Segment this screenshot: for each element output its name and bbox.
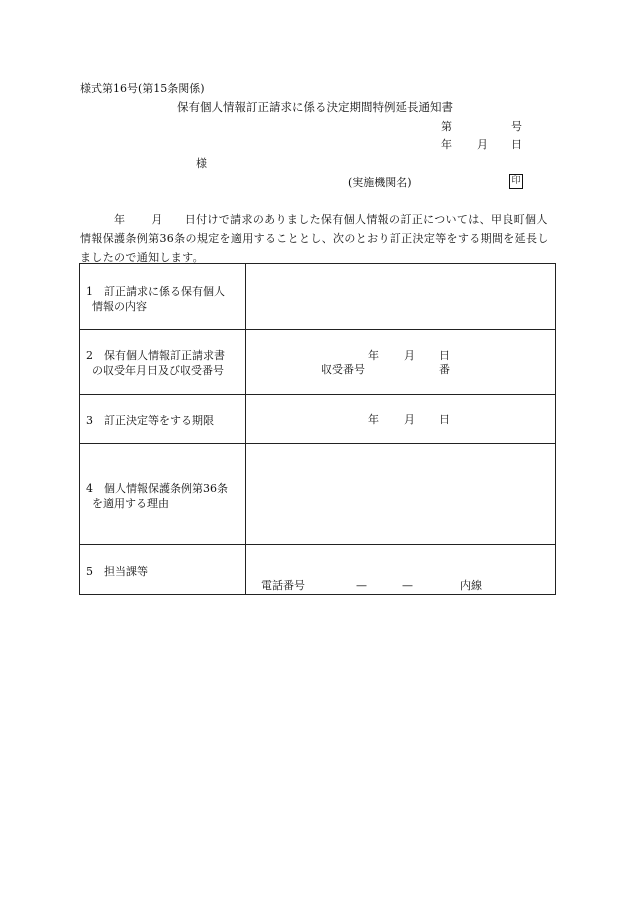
row3-day-label: 日 — [439, 413, 450, 426]
row4-label-line1: 4 個人情報保護条例第36条 — [86, 482, 228, 495]
row2-month-label: 月 — [404, 349, 415, 362]
row1-label-cell — [80, 264, 246, 330]
date-year-label: 年 — [441, 138, 452, 151]
row5-value-cell[interactable] — [246, 545, 556, 595]
row1-value-cell[interactable] — [246, 264, 556, 330]
row3-label-cell — [80, 395, 246, 444]
table-row — [80, 545, 556, 595]
number-suffix: 号 — [511, 120, 522, 133]
row2-label-cell — [80, 330, 246, 395]
phone-dash-2: — — [402, 579, 413, 592]
date-day-label: 日 — [511, 138, 522, 151]
row2-receipt-label: 収受番号 — [321, 363, 365, 376]
row2-label-line1: 2 保有個人情報訂正請求書 — [86, 349, 225, 362]
body-month-label: 月 — [151, 213, 163, 226]
row4-label-cell — [80, 444, 246, 545]
row3-value-cell[interactable] — [246, 395, 556, 444]
document-title: 保有個人情報訂正請求に係る決定期間特例延長通知書 — [177, 100, 453, 114]
row1-label-line1: 1 訂正請求に係る保有個人 — [86, 285, 225, 298]
table-row — [80, 264, 556, 330]
org-name-label: (実施機関名) — [348, 176, 412, 189]
row2-receipt-ban: 番 — [439, 363, 450, 376]
row2-day-label: 日 — [439, 349, 450, 362]
table-row — [80, 330, 556, 395]
phone-label: 電話番号 — [261, 579, 305, 592]
row3-month-label: 月 — [404, 413, 415, 426]
row3-label-line1: 3 訂正決定等をする期限 — [86, 414, 214, 427]
notice-body — [80, 210, 556, 267]
date-month-label: 月 — [477, 138, 488, 151]
row4-label-line2: を適用する理由 — [92, 497, 169, 510]
seal-mark: 印 — [509, 174, 523, 189]
extension-label: 内線 — [460, 579, 482, 592]
phone-dash-1: — — [356, 579, 367, 592]
body-text: 日付けで請求のありました保有個人情報の訂正については、甲良町個人情報保護条例第36条の規定を適用することとし、次のとおり訂正決定等をする期間を延長しましたので通知します。 — [80, 213, 549, 264]
body-year-label: 年 — [114, 213, 126, 226]
addressee-suffix: 様 — [196, 157, 207, 170]
form-number: 様式第16号(第15条関係) — [80, 82, 205, 95]
row5-label-cell — [80, 545, 246, 595]
row4-value-cell[interactable] — [246, 444, 556, 545]
table-row — [80, 444, 556, 545]
table-row — [80, 395, 556, 444]
row2-year-label: 年 — [368, 349, 379, 362]
row5-label-line1: 5 担当課等 — [86, 565, 148, 578]
number-prefix: 第 — [441, 120, 452, 133]
row1-label-line2: 情報の内容 — [92, 300, 147, 313]
row2-value-cell[interactable] — [246, 330, 556, 395]
row3-year-label: 年 — [368, 413, 379, 426]
row2-label-line2: の収受年月日及び収受番号 — [92, 364, 224, 377]
notice-table — [79, 263, 556, 595]
